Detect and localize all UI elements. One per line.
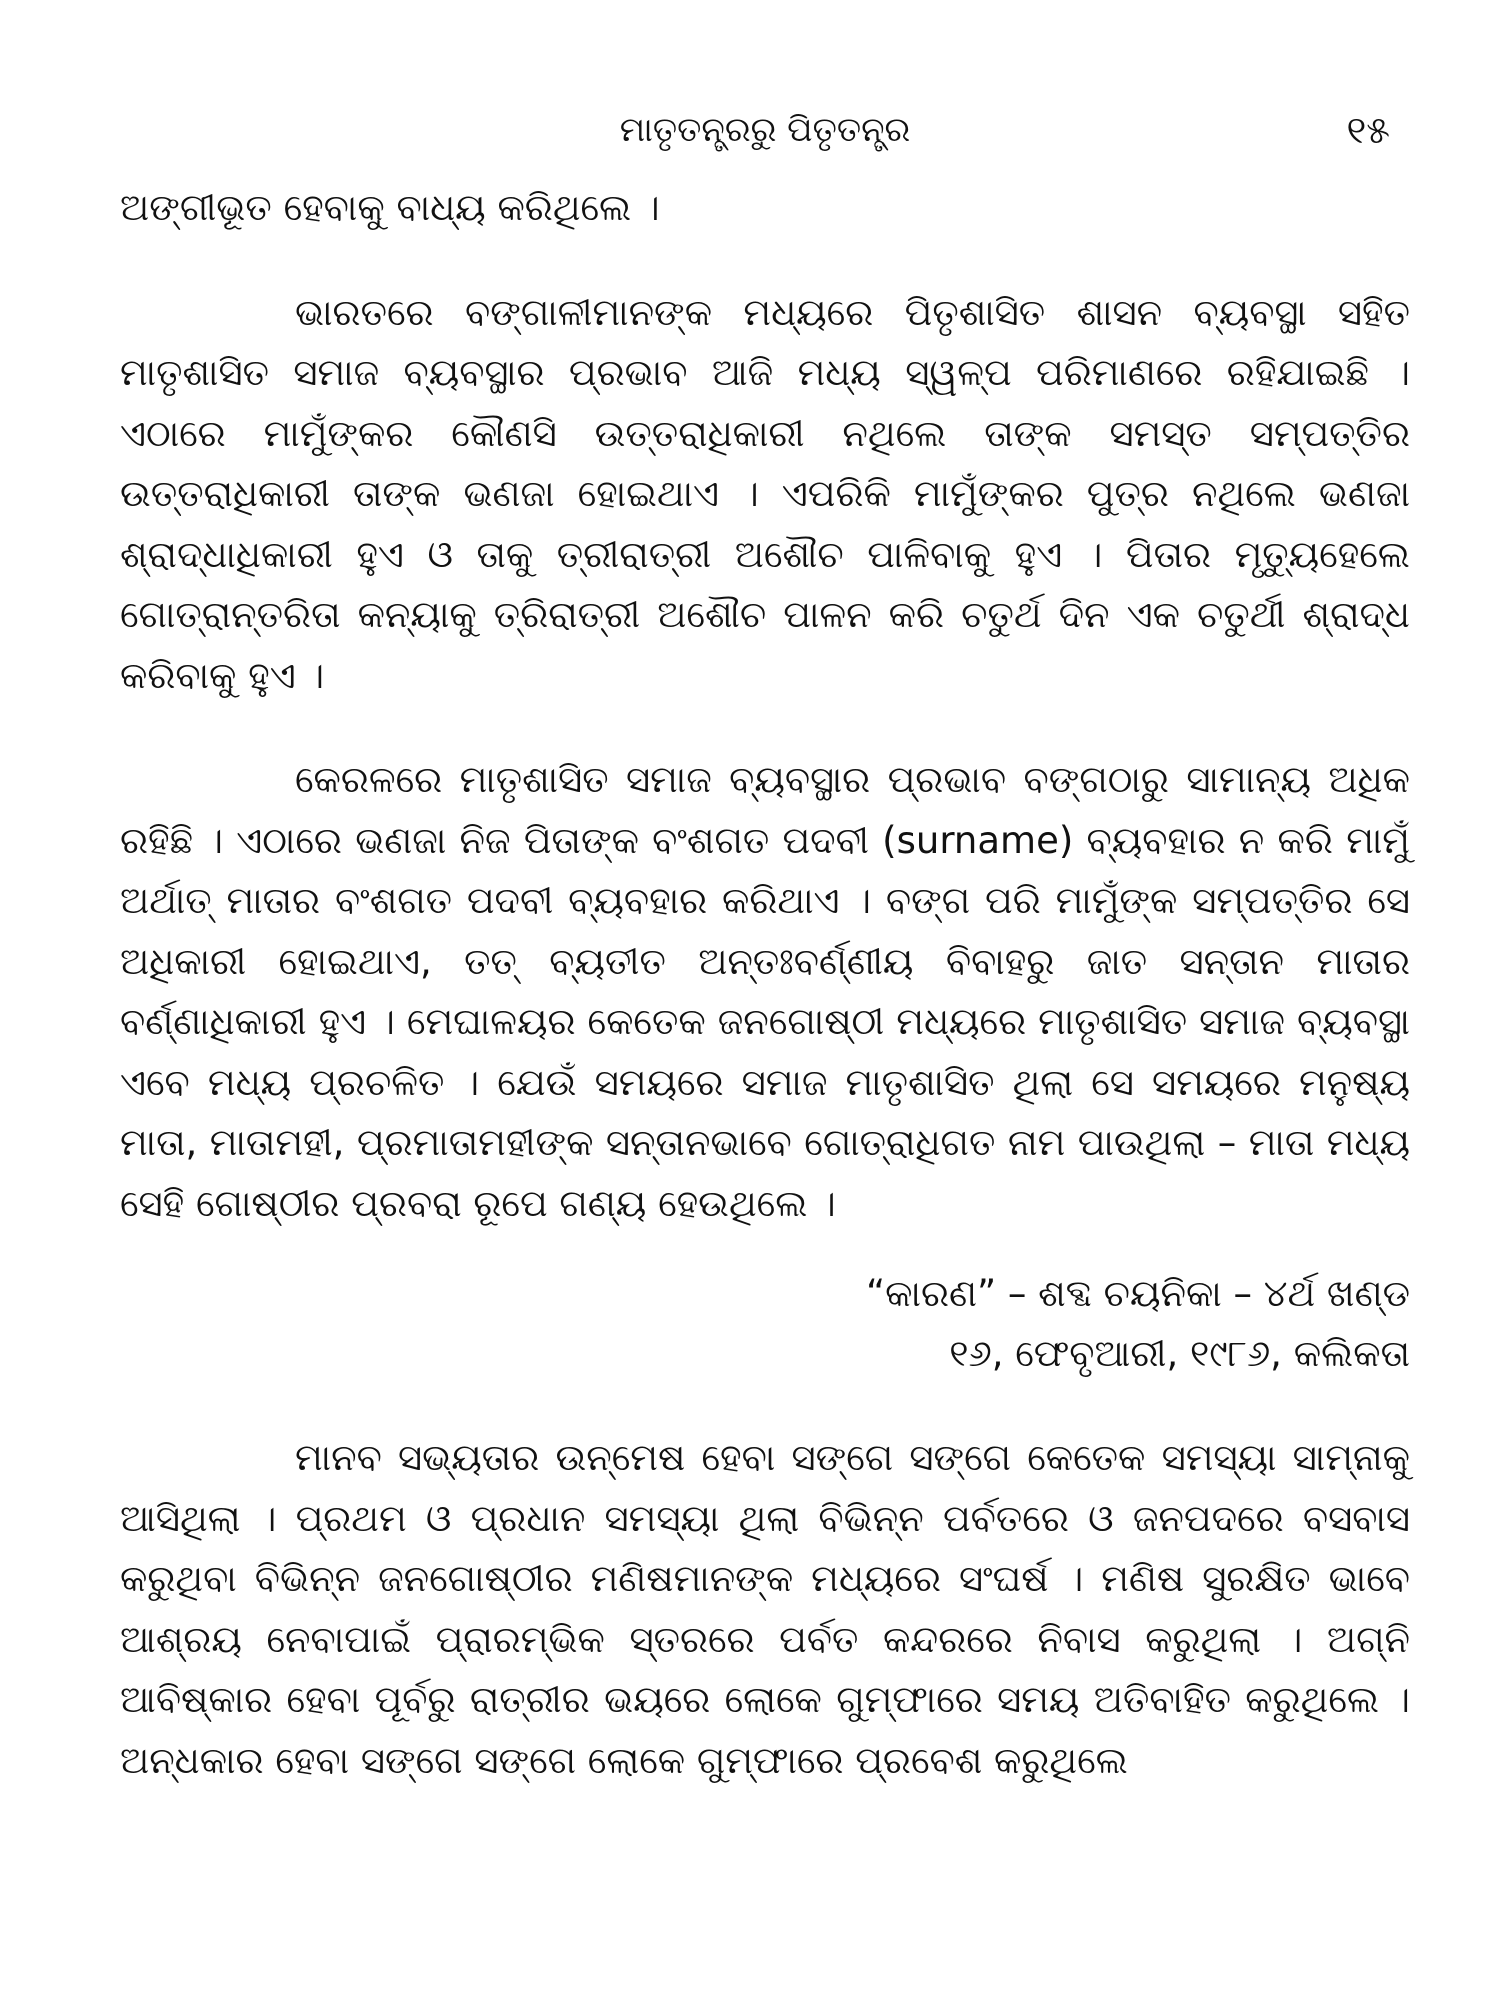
paragraph-continuation: ଅଙ୍ଗୀଭୂତ ହେବାକୁ ବାଧ୍ୟ କରିଥିଲେ ।	[120, 186, 660, 229]
paragraph-kerala: କେରଳରେ ମାତୃଶାସିତ ସମାଜ ବ୍ୟବସ୍ଥାର ପ୍ରଭାବ ବଙ୍ଗଠାରୁ ସାମାନ୍ୟ ଅଧିକ ରହିଛି । ଏଠାରେ ଭଣଜା ନିଜ ପିତାଙ୍କ ବଂଶଗତ ପଦବୀ (surname) ବ୍ୟବହାର ନ କରି ମାମୁଁ ଅର୍ଥାତ୍ ମାତାର ବଂଶଗତ ପଦବୀ ବ୍ୟବହାର କରିଥାଏ । ବଙ୍ଗ ପରି ମାମୁଁଙ୍କ ସମ୍ପତ୍ତିର ସେ ଅଧିକାରୀ ହୋଇଥାଏ, ତତ୍ ବ୍ୟତୀତ ଅନ୍ତଃବର୍ଣ୍ଣୀୟ ବିବାହରୁ ଜାତ ସନ୍ତାନ ମାତାର ବର୍ଣ୍ଣାଧିକାରୀ ହୁଏ । ମେଘାଳୟର କେତେକ ଜନଗୋଷ୍ଠୀ ମଧ୍ୟରେ ମାତୃଶାସିତ ସମାଜ ବ୍ୟବସ୍ଥା ଏବେ ମଧ୍ୟ ପ୍ରଚଳିତ । ଯେଉଁ ସମୟରେ ସମାଜ ମାତୃଶାସିତ ଥିଲା ସେ ସମୟରେ ମନୁଷ୍ୟ ମାତା, ମାତାମହୀ, ପ୍ରମାତାମହୀଙ୍କ ସନ୍ତାନଭାବେ ଗୋତ୍ରାଧିଗତ ନାମ ପାଉଥିଲା – ମାତା ମଧ୍ୟ ସେହି ଗୋଷ୍ଠୀର ପ୍ରବରା ରୂପେ ଗଣ୍ୟ ହେଉଥିଲେ ।	[120, 758, 1410, 1225]
page-number: ୧୫	[1346, 108, 1390, 152]
paragraph-civilization: ମାନବ ସଭ୍ୟତାର ଉନ୍ମେଷ ହେବା ସଙ୍ଗେ ସଙ୍ଗେ କେତେକ ସମସ୍ୟା ସାମ୍ନାକୁ ଆସିଥିଲା । ପ୍ରଥମ ଓ ପ୍ରଧାନ ସମସ୍ୟା ଥିଲା ବିଭିନ୍ନ ପର୍ବତରେ ଓ ଜନପଦରେ ବସବାସ କରୁଥିବା ବିଭିନ୍ନ ଜନଗୋଷ୍ଠୀର ମଣିଷମାନଙ୍କ ମଧ୍ୟରେ ସଂଘର୍ଷ । ମଣିଷ ସୁରକ୍ଷିତ ଭାବେ ଆଶ୍ରୟ ନେବାପାଇଁ ପ୍ରାରମ୍ଭିକ ସ୍ତରରେ ପର୍ବତ କନ୍ଦରରେ ନିବାସ କରୁଥିଲା । ଅଗ୍ନି ଆବିଷ୍କାର ହେବା ପୂର୍ବରୁ ରାତ୍ରୀର ଭୟରେ ଲୋକେ ଗୁମ୍ଫାରେ ସମୟ ଅତିବାହିତ କରୁଥିଲେ । ଅନ୍ଧକାର ହେବା ସଙ୍ଗେ ସଙ୍ଗେ ଲୋକେ ଗୁମ୍ଫାରେ ପ୍ରବେଶ କରୁଥିଲେ	[120, 1436, 1410, 1782]
citation-block	[120, 1264, 1410, 1384]
paragraph-bengal: ଭାରତରେ ବଙ୍ଗାଳୀମାନଙ୍କ ମଧ୍ୟରେ ପିତୃଶାସିତ ଶାସନ ବ୍ୟବସ୍ଥା ସହିତ ମାତୃଶାସିତ ସମାଜ ବ୍ୟବସ୍ଥାର ପ୍ରଭାବ ଆଜି ମଧ୍ୟ ସ୍ୱଳ୍ପ ପରିମାଣରେ ରହିଯାଇଛି । ଏଠାରେ ମାମୁଁଙ୍କର କୌଣସି ଉତ୍ତରାଧିକାରୀ ନଥିଲେ ତାଙ୍କ ସମସ୍ତ ସମ୍ପତ୍ତିର ଉତ୍ତରାଧିକାରୀ ତାଙ୍କ ଭଣଜା ହୋଇଥାଏ । ଏପରିକି ମାମୁଁଙ୍କର ପୁତ୍ର ନଥିଲେ ଭଣଜା ଶ୍ରାଦ୍ଧାଧିକାରୀ ହୁଏ ଓ ତାକୁ ତ୍ରୀରାତ୍ରୀ ଅଶୌଚ ପାଳିବାକୁ ହୁଏ । ପିତାର ମୃତ୍ୟୁହେଲେ ଗୋତ୍ରାନ୍ତରିତା କନ୍ୟାକୁ ତ୍ରିରାତ୍ରୀ ଅଶୌଚ ପାଳନ କରି ଚତୁର୍ଥ ଦିନ ଏକ ଚତୁର୍ଥୀ ଶ୍ରାଦ୍ଧ କରିବାକୁ ହୁଏ ।	[120, 290, 1410, 697]
body-text	[120, 178, 1410, 1791]
running-header	[120, 100, 1410, 160]
running-title: ମାତୃତନ୍ତ୍ରରୁ ପିତୃତନ୍ତ୍ର	[619, 110, 911, 150]
citation-source: “କାରଣ” – ଶବ୍ଦ ଚୟନିକା – ୪ର୍ଥ ଖଣ୍ଡ	[866, 1272, 1410, 1315]
citation-date-place: ୧୬, ଫେବୃଆରୀ, ୧୯୮୬, କଲିକତା	[949, 1332, 1410, 1375]
